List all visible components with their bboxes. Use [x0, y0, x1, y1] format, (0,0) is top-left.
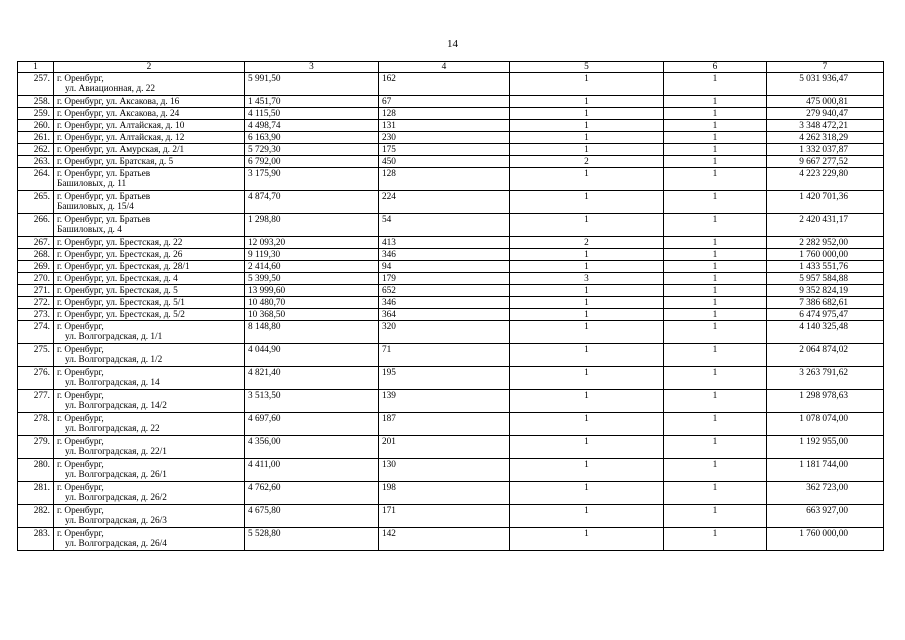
- area-cell: 5 729,30: [245, 144, 379, 156]
- table-row: [18, 413, 884, 436]
- address-cell: [54, 367, 245, 390]
- column-5-cell: 1: [510, 321, 664, 344]
- column-header-1: 1: [18, 62, 54, 73]
- column-6-cell: 1: [664, 156, 767, 168]
- column-5-cell: 1: [510, 367, 664, 390]
- row-number: 261.: [18, 132, 54, 144]
- column-6-cell: 1: [664, 528, 767, 551]
- address-cell: [54, 273, 245, 285]
- column-5-cell: 1: [510, 528, 664, 551]
- table-row: [18, 191, 884, 214]
- column-4-cell: 54: [379, 214, 510, 237]
- address-line: ул. Волгоградская, д. 14/2: [65, 401, 167, 411]
- address-cell: [54, 237, 245, 249]
- column-6-cell: 1: [664, 390, 767, 413]
- table-row: [18, 132, 884, 144]
- area-cell: 4 498,74: [245, 120, 379, 132]
- cost-cell: 362 723,00: [767, 482, 884, 505]
- cost-cell: 5 031 936,47: [767, 73, 884, 96]
- area-cell: 6 792,00: [245, 156, 379, 168]
- area-cell: 10 368,50: [245, 309, 379, 321]
- row-number: 269.: [18, 261, 54, 273]
- row-number: 270.: [18, 273, 54, 285]
- area-cell: 12 093,20: [245, 237, 379, 249]
- address-line: г. Оренбург, ул. Братская, д. 5: [57, 157, 174, 167]
- address-line: г. Оренбург, ул. Брестская, д. 5: [57, 286, 178, 296]
- column-4-cell: 320: [379, 321, 510, 344]
- column-5-cell: 1: [510, 73, 664, 96]
- address-line: Башиловых, д. 11: [57, 179, 127, 189]
- area-cell: 4 356,00: [245, 436, 379, 459]
- column-4-cell: 175: [379, 144, 510, 156]
- row-number: 266.: [18, 214, 54, 237]
- address-line: ул. Волгоградская, д. 22: [65, 424, 160, 434]
- column-4-cell: 128: [379, 168, 510, 191]
- column-4-cell: 71: [379, 344, 510, 367]
- row-number: 260.: [18, 120, 54, 132]
- column-5-cell: 1: [510, 344, 664, 367]
- address-line: г. Оренбург, ул. Братьев: [57, 192, 151, 202]
- cost-cell: 6 474 975,47: [767, 309, 884, 321]
- registry-table: [17, 61, 884, 551]
- column-4-cell: 413: [379, 237, 510, 249]
- address-cell: [54, 413, 245, 436]
- cost-cell: 1 332 037,87: [767, 144, 884, 156]
- column-4-cell: 142: [379, 528, 510, 551]
- column-5-cell: 1: [510, 482, 664, 505]
- table-row: [18, 261, 884, 273]
- column-5-cell: 1: [510, 214, 664, 237]
- cost-cell: 1 078 074,00: [767, 413, 884, 436]
- cost-cell: 279 940,47: [767, 108, 884, 120]
- cost-cell: 4 262 318,29: [767, 132, 884, 144]
- column-5-cell: 1: [510, 459, 664, 482]
- column-5-cell: 1: [510, 249, 664, 261]
- cost-cell: 4 223 229,80: [767, 168, 884, 191]
- area-cell: 3 175,90: [245, 168, 379, 191]
- table-row: [18, 505, 884, 528]
- address-cell: [54, 528, 245, 551]
- address-cell: [54, 108, 245, 120]
- address-line: г. Оренбург, ул. Алтайская, д. 10: [57, 121, 185, 131]
- column-6-cell: 1: [664, 459, 767, 482]
- table-row: [18, 321, 884, 344]
- column-6-cell: 1: [664, 168, 767, 191]
- table-row: [18, 120, 884, 132]
- column-4-cell: 195: [379, 367, 510, 390]
- area-cell: 4 874,70: [245, 191, 379, 214]
- column-6-cell: 1: [664, 482, 767, 505]
- row-number: 273.: [18, 309, 54, 321]
- cost-cell: 2 064 874,02: [767, 344, 884, 367]
- address-line: г. Оренбург, ул. Брестская, д. 22: [57, 238, 183, 248]
- row-number: 276.: [18, 367, 54, 390]
- column-5-cell: 1: [510, 120, 664, 132]
- cost-cell: 9 667 277,52: [767, 156, 884, 168]
- area-cell: 4 762,60: [245, 482, 379, 505]
- column-4-cell: 162: [379, 73, 510, 96]
- address-line: г. Оренбург, ул. Алтайская, д. 12: [57, 133, 185, 143]
- column-4-cell: 450: [379, 156, 510, 168]
- column-5-cell: 2: [510, 156, 664, 168]
- address-cell: [54, 482, 245, 505]
- address-line: ул. Волгоградская, д. 26/2: [65, 493, 167, 503]
- area-cell: 3 513,50: [245, 390, 379, 413]
- column-6-cell: 1: [664, 96, 767, 108]
- column-4-cell: 128: [379, 108, 510, 120]
- column-4-cell: 187: [379, 413, 510, 436]
- address-cell: [54, 96, 245, 108]
- cost-cell: 1 760 000,00: [767, 249, 884, 261]
- table-row: [18, 249, 884, 261]
- column-5-cell: 2: [510, 237, 664, 249]
- cost-cell: 475 000,81: [767, 96, 884, 108]
- area-cell: 4 115,50: [245, 108, 379, 120]
- address-line: г. Оренбург, ул. Брестская, д. 5/1: [57, 298, 185, 308]
- column-5-cell: 1: [510, 390, 664, 413]
- cost-cell: 663 927,00: [767, 505, 884, 528]
- address-line: г. Оренбург, ул. Братьев: [57, 169, 151, 179]
- column-6-cell: 1: [664, 273, 767, 285]
- table-row: [18, 96, 884, 108]
- column-6-cell: 1: [664, 321, 767, 344]
- table-row: [18, 214, 884, 237]
- address-line: г. Оренбург,: [57, 322, 104, 332]
- address-cell: [54, 344, 245, 367]
- column-6-cell: 1: [664, 505, 767, 528]
- row-number: 265.: [18, 191, 54, 214]
- page-number: 14: [447, 38, 458, 50]
- column-4-cell: 224: [379, 191, 510, 214]
- cost-cell: 1 420 701,36: [767, 191, 884, 214]
- area-cell: 1 298,80: [245, 214, 379, 237]
- column-header-6: 6: [664, 62, 767, 73]
- column-4-cell: 179: [379, 273, 510, 285]
- table-row: [18, 459, 884, 482]
- row-number: 280.: [18, 459, 54, 482]
- cost-cell: 3 348 472,21: [767, 120, 884, 132]
- address-line: г. Оренбург, ул. Брестская, д. 4: [57, 274, 178, 284]
- address-line: г. Оренбург,: [57, 414, 104, 424]
- address-cell: [54, 144, 245, 156]
- area-cell: 8 148,80: [245, 321, 379, 344]
- column-5-cell: 1: [510, 505, 664, 528]
- address-cell: [54, 390, 245, 413]
- column-6-cell: 1: [664, 285, 767, 297]
- column-5-cell: 1: [510, 168, 664, 191]
- column-4-cell: 346: [379, 297, 510, 309]
- area-cell: 4 821,40: [245, 367, 379, 390]
- row-number: 277.: [18, 390, 54, 413]
- table-row: [18, 482, 884, 505]
- address-cell: [54, 285, 245, 297]
- address-line: г. Оренбург, ул. Брестская, д. 5/2: [57, 310, 185, 320]
- address-cell: [54, 132, 245, 144]
- row-number: 268.: [18, 249, 54, 261]
- address-cell: [54, 120, 245, 132]
- column-5-cell: 1: [510, 285, 664, 297]
- area-cell: 4 697,60: [245, 413, 379, 436]
- address-line: ул. Волгоградская, д. 26/3: [65, 516, 167, 526]
- address-line: г. Оренбург,: [57, 74, 104, 84]
- column-6-cell: 1: [664, 73, 767, 96]
- column-6-cell: 1: [664, 309, 767, 321]
- area-cell: 2 414,60: [245, 261, 379, 273]
- address-line: ул. Волгоградская, д. 26/4: [65, 539, 167, 549]
- table-row: [18, 73, 884, 96]
- cost-cell: 3 263 791,62: [767, 367, 884, 390]
- table-row: [18, 144, 884, 156]
- column-6-cell: 1: [664, 144, 767, 156]
- column-5-cell: 1: [510, 144, 664, 156]
- address-cell: [54, 261, 245, 273]
- column-6-cell: 1: [664, 344, 767, 367]
- address-cell: [54, 436, 245, 459]
- row-number: 263.: [18, 156, 54, 168]
- column-5-cell: 1: [510, 96, 664, 108]
- column-5-cell: 1: [510, 309, 664, 321]
- address-line: Башиловых, д. 15/4: [57, 202, 134, 212]
- address-line: ул. Авиационная, д. 22: [65, 84, 156, 94]
- area-cell: 10 480,70: [245, 297, 379, 309]
- table-row: [18, 297, 884, 309]
- address-line: Башиловых, д. 4: [57, 225, 122, 235]
- column-header-3: 3: [245, 62, 379, 73]
- column-6-cell: 1: [664, 367, 767, 390]
- address-line: ул. Волгоградская, д. 26/1: [65, 470, 167, 480]
- column-4-cell: 346: [379, 249, 510, 261]
- address-line: ул. Волгоградская, д. 1/2: [65, 355, 163, 365]
- column-6-cell: 1: [664, 214, 767, 237]
- table-row: [18, 390, 884, 413]
- table-row: [18, 344, 884, 367]
- column-4-cell: 364: [379, 309, 510, 321]
- row-number: 282.: [18, 505, 54, 528]
- address-cell: [54, 297, 245, 309]
- column-4-cell: 201: [379, 436, 510, 459]
- address-cell: [54, 249, 245, 261]
- address-line: ул. Волгоградская, д. 1/1: [65, 332, 163, 342]
- table-row: [18, 108, 884, 120]
- column-4-cell: 652: [379, 285, 510, 297]
- area-cell: 13 999,60: [245, 285, 379, 297]
- address-line: г. Оренбург,: [57, 506, 104, 516]
- column-6-cell: 1: [664, 120, 767, 132]
- address-line: г. Оренбург, ул. Аксакова, д. 24: [57, 109, 180, 119]
- row-number: 271.: [18, 285, 54, 297]
- area-cell: 1 451,70: [245, 96, 379, 108]
- address-line: г. Оренбург,: [57, 345, 104, 355]
- cost-cell: 2 282 952,00: [767, 237, 884, 249]
- column-6-cell: 1: [664, 261, 767, 273]
- column-5-cell: 3: [510, 273, 664, 285]
- table-row: [18, 528, 884, 551]
- cost-cell: 5 957 584,88: [767, 273, 884, 285]
- column-6-cell: 1: [664, 297, 767, 309]
- table-row: [18, 436, 884, 459]
- column-6-cell: 1: [664, 191, 767, 214]
- row-number: 274.: [18, 321, 54, 344]
- column-header-4: 4: [379, 62, 510, 73]
- column-5-cell: 1: [510, 436, 664, 459]
- table-row: [18, 237, 884, 249]
- address-cell: [54, 309, 245, 321]
- row-number: 264.: [18, 168, 54, 191]
- column-4-cell: 67: [379, 96, 510, 108]
- area-cell: 4 411,00: [245, 459, 379, 482]
- table-row: [18, 367, 884, 390]
- address-cell: [54, 505, 245, 528]
- table-row: [18, 285, 884, 297]
- column-4-cell: 94: [379, 261, 510, 273]
- cost-cell: 9 352 824,19: [767, 285, 884, 297]
- column-header-2: 2: [54, 62, 245, 73]
- row-number: 272.: [18, 297, 54, 309]
- table-row: [18, 309, 884, 321]
- address-line: г. Оренбург,: [57, 437, 104, 447]
- column-5-cell: 1: [510, 413, 664, 436]
- column-header-7: 7: [767, 62, 884, 73]
- row-number: 278.: [18, 413, 54, 436]
- table-row: [18, 156, 884, 168]
- area-cell: 9 119,30: [245, 249, 379, 261]
- address-line: г. Оренбург, ул. Брестская, д. 28/1: [57, 262, 190, 272]
- column-4-cell: 230: [379, 132, 510, 144]
- column-6-cell: 1: [664, 237, 767, 249]
- address-cell: [54, 73, 245, 96]
- row-number: 267.: [18, 237, 54, 249]
- column-4-cell: 130: [379, 459, 510, 482]
- column-6-cell: 1: [664, 108, 767, 120]
- table-row: [18, 273, 884, 285]
- column-5-cell: 1: [510, 132, 664, 144]
- row-number: 257.: [18, 73, 54, 96]
- address-line: г. Оренбург, ул. Брестская, д. 26: [57, 250, 183, 260]
- area-cell: 5 991,50: [245, 73, 379, 96]
- column-6-cell: 1: [664, 413, 767, 436]
- row-number: 262.: [18, 144, 54, 156]
- column-5-cell: 1: [510, 297, 664, 309]
- area-cell: 6 163,90: [245, 132, 379, 144]
- area-cell: 5 528,80: [245, 528, 379, 551]
- address-line: г. Оренбург,: [57, 460, 104, 470]
- column-5-cell: 1: [510, 108, 664, 120]
- cost-cell: 4 140 325,48: [767, 321, 884, 344]
- area-cell: 4 675,80: [245, 505, 379, 528]
- row-number: 275.: [18, 344, 54, 367]
- address-line: ул. Волгоградская, д. 22/1: [65, 447, 167, 457]
- cost-cell: 1 760 000,00: [767, 528, 884, 551]
- address-line: г. Оренбург,: [57, 368, 104, 378]
- address-line: г. Оренбург, ул. Амурская, д. 2/1: [57, 145, 185, 155]
- table-body: [18, 62, 884, 551]
- cost-cell: 2 420 431,17: [767, 214, 884, 237]
- table-row: [18, 168, 884, 191]
- cost-cell: 7 386 682,61: [767, 297, 884, 309]
- area-cell: 4 044,90: [245, 344, 379, 367]
- address-line: г. Оренбург,: [57, 529, 104, 539]
- column-header-5: 5: [510, 62, 664, 73]
- address-line: ул. Волгоградская, д. 14: [65, 378, 160, 388]
- address-cell: [54, 191, 245, 214]
- row-number: 279.: [18, 436, 54, 459]
- column-4-cell: 131: [379, 120, 510, 132]
- column-5-cell: 1: [510, 191, 664, 214]
- address-cell: [54, 459, 245, 482]
- cost-cell: 1 433 551,76: [767, 261, 884, 273]
- cost-cell: 1 181 744,00: [767, 459, 884, 482]
- area-cell: 5 399,50: [245, 273, 379, 285]
- column-6-cell: 1: [664, 436, 767, 459]
- column-6-cell: 1: [664, 249, 767, 261]
- column-4-cell: 198: [379, 482, 510, 505]
- column-4-cell: 171: [379, 505, 510, 528]
- row-number: 259.: [18, 108, 54, 120]
- address-line: г. Оренбург,: [57, 391, 104, 401]
- row-number: 281.: [18, 482, 54, 505]
- address-cell: [54, 156, 245, 168]
- column-5-cell: 1: [510, 261, 664, 273]
- row-number: 258.: [18, 96, 54, 108]
- address-cell: [54, 168, 245, 191]
- address-line: г. Оренбург, ул. Братьев: [57, 215, 151, 225]
- address-cell: [54, 321, 245, 344]
- cost-cell: 1 298 978,63: [767, 390, 884, 413]
- address-line: г. Оренбург,: [57, 483, 104, 493]
- address-line: г. Оренбург, ул. Аксакова, д. 16: [57, 97, 180, 107]
- address-cell: [54, 214, 245, 237]
- column-number-row: [18, 62, 884, 73]
- row-number: 283.: [18, 528, 54, 551]
- cost-cell: 1 192 955,00: [767, 436, 884, 459]
- column-6-cell: 1: [664, 132, 767, 144]
- column-4-cell: 139: [379, 390, 510, 413]
